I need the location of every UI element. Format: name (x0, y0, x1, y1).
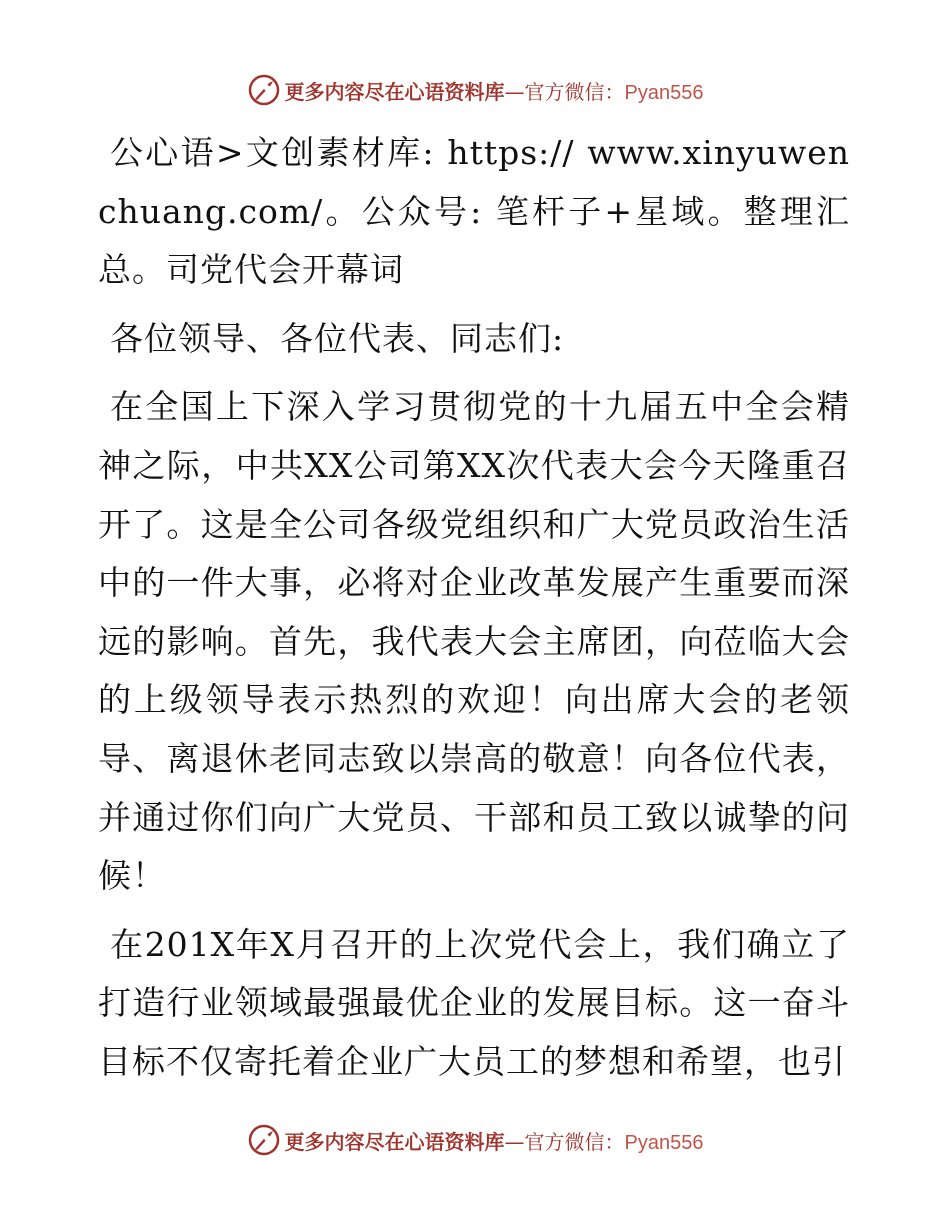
paragraph-previous-congress: 在201X年X月召开的上次党代会上，我们确立了打造行业领域最强最优企业的发展目标。这一奋斗目标不仅寄托着企业广大员工的梦想和希望，也引 (98, 924, 850, 1081)
banner-dash: — (504, 1129, 525, 1154)
header-banner (0, 70, 950, 110)
banner-text (285, 76, 704, 105)
banner-sub-text: 官方微信： (524, 1129, 625, 1154)
banner-wechat-id: Pyan556 (624, 81, 704, 104)
banner-dash: — (504, 79, 525, 104)
banner-sub-text: 官方微信： (524, 79, 625, 104)
paragraph-opening: 在全国上下深入学习贯彻党的十九届五中全会精神之际，中共XX公司第XX次代表大会今天隆重召开了。这是全公司各级党组织和广大党员政治生活中的一件大事，必将对企业改革发展产生重要而深远的影响。首先，我代表大会主席团，向莅临大会的上级领导表示热烈的欢迎！向出席大会的老领导、离退休老同志致以崇高的敬意！向各位代表，并通过你们向广大党员、干部和员工致以诚挚的问候！ (98, 387, 850, 896)
banner-wechat-id: Pyan556 (624, 1131, 704, 1154)
paragraph-source: 公心语>文创素材库: https:// www.xinyuwenchuang.com/。公众号: 笔杆子+星域。整理汇总。司党代会开幕词 (98, 133, 850, 290)
banner-main-text: 更多内容尽在心语资料库 (284, 1129, 505, 1154)
footer-banner (0, 1120, 950, 1160)
document-body (98, 124, 850, 1102)
banner-text (285, 1126, 704, 1155)
feather-pen-logo-icon (247, 73, 281, 107)
feather-pen-logo-icon (247, 1123, 281, 1157)
banner-main-text: 更多内容尽在心语资料库 (284, 79, 505, 104)
paragraph-salutation: 各位领导、各位代表、同志们: (110, 318, 565, 358)
